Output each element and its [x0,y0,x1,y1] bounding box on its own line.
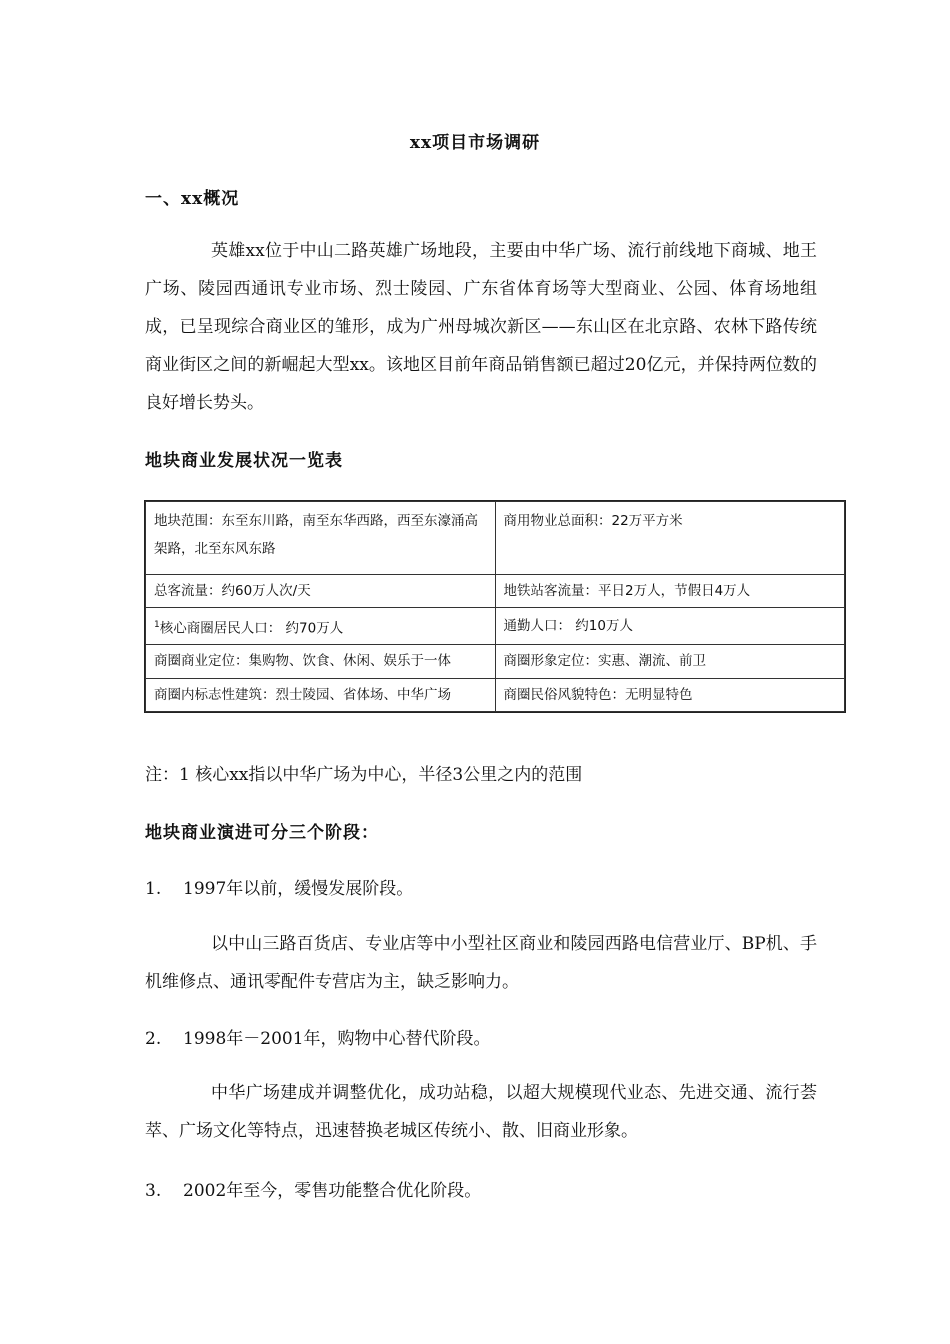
info-table-frame [144,500,846,713]
table-cell: 地铁站客流量：平日2万人，节假日4万人 [495,575,845,608]
info-table [145,501,845,712]
stage-title: 2002年至今，零售功能整合优化阶段。 [183,1181,482,1201]
table-cell-text: 核心商圈居民人口： 约70万人 [159,620,344,637]
stage-item [145,874,413,899]
stage-number: 1. [145,879,162,899]
table-cell: 商圈内标志性建筑：烈士陵园、省体场、中华广场 [146,678,496,711]
table-cell: 地块范围：东至东川路，南至东华西路，西至东濠涌高架路，北至东风东路 [146,502,496,575]
stages-heading: 地块商业演进可分三个阶段： [145,823,379,843]
table-row [146,678,845,711]
stage-number: 3. [145,1181,162,1201]
stage-description: 以中山三路百货店、专业店等中小型社区商业和陵园西路电信营业厅、BP机、手机维修点、通讯零配件专营店为主，缺乏影响力。 [145,934,817,992]
table-cell: 商圈商业定位：集购物、饮食、休闲、娱乐于一体 [146,645,496,678]
table-cell-with-footnote [146,608,496,645]
table-cell: 通勤人口： 约10万人 [495,608,845,645]
table-cell: 商圈民俗风貌特色：无明显特色 [495,678,845,711]
table-cell: 总客流量：约60万人次/天 [146,575,496,608]
stage-number: 2. [145,1029,162,1049]
table-heading: 地块商业发展状况一览表 [145,451,343,471]
stage-title: 1998年－2001年，购物中心替代阶段。 [183,1029,491,1049]
table-cell: 商圈形象定位：实惠、潮流、前卫 [495,645,845,678]
stage-item [145,1024,491,1049]
table-row [146,502,845,575]
section-heading-overview: 一、xx概况 [145,189,240,209]
document-title: xx项目市场调研 [409,133,541,153]
table-row [146,645,845,678]
stage-item [145,1176,481,1201]
table-row [146,608,845,645]
table-cell: 商用物业总面积：22万平方米 [495,502,845,575]
footnote-marker: 1 [154,619,160,630]
stage-description: 中华广场建成并调整优化，成功站稳，以超大规模现代业态、先进交通、流行荟萃、广场文化等特点，迅速替换老城区传统小、散、旧商业形象。 [145,1083,817,1141]
intro-paragraph: 英雄xx位于中山二路英雄广场地段，主要由中华广场、流行前线地下商城、地王广场、陵园西通讯专业市场、烈士陵园、广东省体育场等大型商业、公园、体育场地组成，已呈现综合商业区的雏形，成为广州母城次新区——东山区在北京路、农林下路传统商业街区之间的新崛起大型xx。该地区目前年商品销售额已超过20亿元，并保持两位数的良好增长势头。 [145,241,817,413]
stage-title: 1997年以前，缓慢发展阶段。 [183,879,414,899]
table-row [146,575,845,608]
table-footnote: 注：1 核心xx指以中华广场为中心，半径3公里之内的范围 [145,765,583,785]
